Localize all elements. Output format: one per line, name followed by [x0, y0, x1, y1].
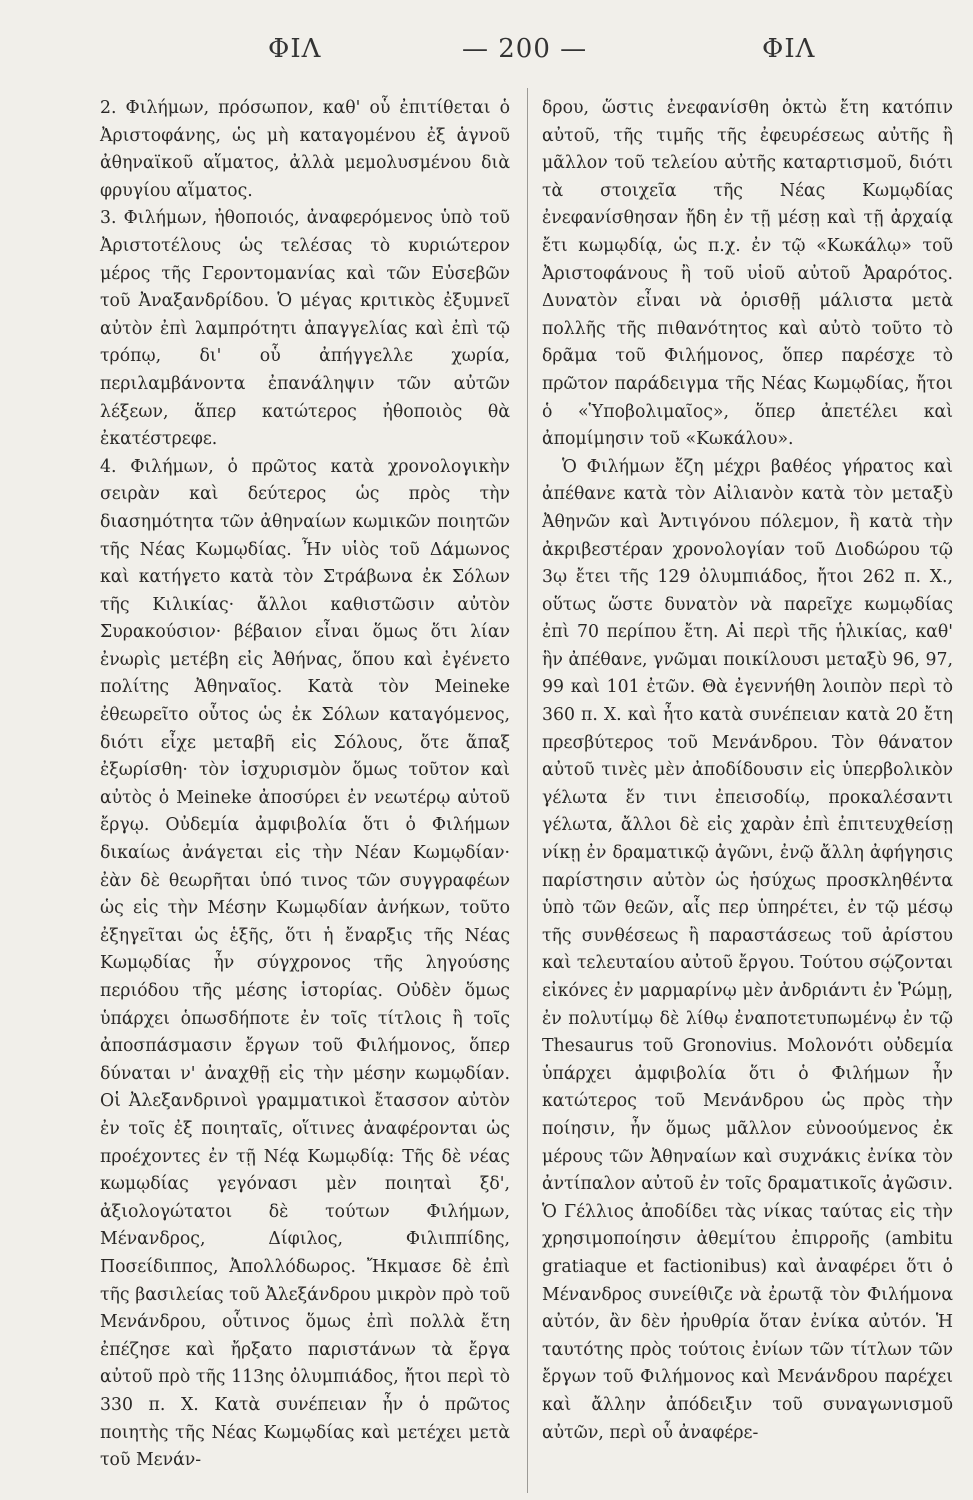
paragraph: δρου, ὥστις ἐνεφανίσθη ὀκτὼ ἔτη κατόπιν αὐτοῦ, τῆς τιμῆς τῆς ἐφευρέσεως αὐτῆς ἢ μᾶλλον τοῦ τελείου αὐτῆς καταρτισμοῦ, διότι τὰ στοιχεῖα τῆς Νέας Κωμῳδίας ἐνεφανίσθησαν ἤδη ἐν τῇ μέσῃ καὶ τῇ ἀρχαίᾳ ἔτι κωμῳδίᾳ, ὡς π.χ. ἐν τῷ «Κωκάλῳ» τοῦ Ἀριστοφάνους ἢ τοῦ υἱοῦ αὐτοῦ Ἀραρότος. Δυνατὸν εἶναι νὰ ὁρισθῇ μάλιστα μετὰ πολλῆς τῆς πιθανότητος καὶ αὐτὸ τοῦτο τὸ δρᾶμα τοῦ Φιλήμονος, ὅπερ παρέσχε τὸ πρῶτον παράδειγμα τῆς Νέας Κωμῳδίας, ἤτοι ὁ «Ὑποβολιμαῖος», ὅπερ ἀπετέλει καὶ ἀπομίμησιν τοῦ «Κωκάλου».: [542, 98, 953, 450]
column-divider: [527, 88, 528, 1493]
paragraph: 2. Φιλήμων, πρόσωπον, καθ' οὗ ἐπιτίθεται ὁ Ἀριστοφάνης, ὡς μὴ καταγομένου ἐξ ἁγνοῦ ἀθηναϊκοῦ αἵματος, ἀλλὰ μεμολυσμένου διὰ φρυγίου αἵματος.: [100, 98, 510, 201]
paragraph: 4. Φιλήμων, ὁ πρῶτος κατὰ χρονολογικὴν σειρὰν καὶ δεύτερος ὡς πρὸς τὴν διασημότητα τῶν ἀθηναίων κωμικῶν ποιητῶν τῆς Νέας Κωμῳδίας. Ἦν υἱὸς τοῦ Δάμωνος καὶ κατήγετο κατὰ τὸν Στράβωνα ἐκ Σόλων τῆς Κιλικίας· ἄλλοι καθιστῶσιν αὐτὸν Συρακούσιον· βέβαιον εἶναι ὅμως ὅτι λίαν ἐνωρὶς μετέβη εἰς Ἀθήνας, ὅπου καὶ ἐγένετο πολίτης Ἀθηναῖος. Κατὰ τὸν Meineke ἐθεωρεῖτο οὗτος ὡς ἐκ Σόλων καταγόμενος, διότι εἶχε μεταβῆ εἰς Σόλους, ὅτε ἅπαξ ἐξωρίσθη· τὸν ἰσχυρισμὸν ὅμως τοῦτον καὶ αὐτὸς ὁ Meineke ἀποσύρει ἐν νεωτέρῳ αὐτοῦ ἔργῳ. Οὐδεμία ἀμφιβολία ὅτι ὁ Φιλήμων δικαίως ἀνάγεται εἰς τὴν Νέαν Κωμῳδίαν· ἐὰν δὲ θεωρῆται ὑπό τινος τῶν συγγραφέων ὡς εἰς τὴν Μέσην Κωμῳδίαν ἀνήκων, τοῦτο ἐξηγεῖται ὡς ἑξῆς, ὅτι ἡ ἔναρξις τῆς Νέας Κωμῳδίας ἦν σύγχρονος τῆς ληγούσης περιόδου τῆς μέσης ἱστορίας. Οὐδὲν ὅμως ὑπάρχει ὁπωσδήποτε ἐν τοῖς τίτλοις ἢ τοῖς ἀποσπάσμασιν ἔργων τοῦ Φιλήμονος, ὅπερ δύναται ν' ἀναχθῇ εἰς τὴν μέσην κωμῳδίαν. Οἱ Ἀλεξανδρινοὶ γραμματικοὶ ἔτασσον αὐτὸν ἐν τοῖς ἐξ ποιηταῖς, οἵτινες ἀναφέρονται ὡς προέχοντες ἐν τῇ Νέᾳ Κωμῳδίᾳ: Τῆς δὲ νέας κωμῳδίας γεγόνασι μὲν ποιηταὶ ξδ', ἀξιολογώτατοι δὲ τούτων Φιλήμων, Μένανδρος, Δίφιλος, Φιλιππίδης, Ποσείδιππος, Ἀπολλόδωρος. Ἤκμασε δὲ ἐπὶ τῆς βασιλείας τοῦ Ἀλεξάνδρου μικρὸν πρὸ τοῦ Μενάνδρου, οὗτινος ὅμως ἐπὶ πολλὰ ἔτη ἐπέζησε καὶ ἤρξατο παριστάνων τὰ ἔργα αὐτοῦ πρὸ τῆς 113ης ὀλυμπιάδος, ἤτοι περὶ τὸ 330 π. Χ. Κατὰ συνέπειαν ἦν ὁ πρῶτος ποιητὴς τῆς Νέας Κωμῳδίας καὶ μετέχει μετὰ τοῦ Μενάν-: [100, 456, 510, 1471]
left-column: [100, 95, 510, 1475]
header-right: ΦΙΛ: [762, 34, 816, 64]
header-left: ΦΙΛ: [268, 34, 322, 64]
right-column: [542, 95, 953, 1447]
paragraph: 3. Φιλήμων, ἠθοποιός, ἀναφερόμενος ὑπὸ τοῦ Ἀριστοτέλους ὡς τελέσας τὸ κυριώτερον μέρος τῆς Γεροντομανίας καὶ τῶν Εὐσεβῶν τοῦ Ἀναξανδρίδου. Ὁ μέγας κριτικὸς ἐξυμνεῖ αὐτὸν ἐπὶ λαμπρότητι ἀπαγγελίας καὶ ἐπὶ τῷ τρόπῳ, δι' οὗ ἀπήγγελλε χωρία, περιλαμβάνοντα ἐπανάληψιν τῶν αὐτῶν λέξεων, ἅπερ κατώτερος ἠθοποιὸς θὰ ἐκατέστρεφε.: [100, 208, 510, 450]
page-number: — 200 —: [462, 34, 588, 64]
paragraph: Ὁ Φιλήμων ἔζη μέχρι βαθέος γήρατος καὶ ἀπέθανε κατὰ τὸν Αἰλιανὸν κατὰ τὸν μεταξὺ Ἀθηνῶν καὶ Ἀντιγόνου πόλεμον, ἢ κατὰ τὴν ἀκριβεστέραν χρονολογίαν τοῦ Διοδώρου τῷ 3ῳ ἔτει τῆς 129 ὀλυμπιάδος, ἤτοι 262 π. Χ., οὕτως ὥστε δυνατὸν νὰ παρεῖχε κωμῳδίας ἐπὶ 70 περίπου ἔτη. Αἱ περὶ τῆς ἡλικίας, καθ' ἣν ἀπέθανε, γνῶμαι ποικίλουσι μεταξὺ 96, 97, 99 καὶ 101 ἐτῶν. Θὰ ἐγεννήθη λοιπὸν περὶ τὸ 360 π. Χ. καὶ ἦτο κατὰ συνέπειαν κατὰ 20 ἔτη πρεσβύτερος τοῦ Μενάνδρου. Τὸν θάνατον αὐτοῦ τινὲς μὲν ἀποδίδουσιν εἰς ὑπερβολικὸν γέλωτα ἔν τινι ἐπεισοδίῳ, προκαλέσαντι γέλωτα, ἄλλοι δὲ εἰς χαρὰν ἐπὶ ἐπιτευχθείσῃ νίκῃ ἐν δραματικῷ ἀγῶνι, ἐνῷ ἄλλη ἀφήγησις παρίστησιν αὐτὸν ὡς ἡσύχως προσκληθέντα ὑπὸ τῶν θεῶν, αἷς περ ὑπηρέτει, ἐν τῷ μέσῳ τῆς συνθέσεως ἢ παραστάσεως τοῦ ἀρίστου καὶ τελευταίου αὐτοῦ ἔργου. Τούτου σῴζονται εἰκόνες ἐν μαρμαρίνῳ μὲν ἀνδριάντι ἐν Ῥώμῃ, ἐν πολυτίμῳ δὲ λίθῳ ἐναποτετυπωμένῳ ἐν τῷ Thesaurus τοῦ Gronovius. Μολονότι οὐδεμία ὑπάρχει ἀμφιβολία ὅτι ὁ Φιλήμων ἦν κατώτερος τοῦ Μενάνδρου ὡς πρὸς τὴν ποίησιν, ἦν ὅμως μᾶλλον εὐνοούμενος ἐκ μέρους τῶν Ἀθηναίων καὶ συχνάκις ἐνίκα τὸν ἀντίπαλον αὐτοῦ ἐν τοῖς δραματικοῖς ἀγῶσιν. Ὁ Γέλλιος ἀποδίδει τὰς νίκας ταύτας εἰς τὴν χρησιμοποίησιν ἀθεμίτου ἐπιρροῆς (ambitu gratiaque et factionibus) καὶ ἀναφέρει ὅτι ὁ Μένανδρος συνείθιζε νὰ ἐρωτᾷ τὸν Φιλήμονα αὐτόν, ἂν δὲν ἠρυθρία ὅταν ἐνίκα αὐτόν. Ἡ ταυτότης πρὸς τούτοις ἐνίων τῶν τίτλων τῶν ἔργων τοῦ Φιλήμονος καὶ Μενάνδρου παρέχει καὶ ἄλλην ἀπόδειξιν τοῦ συναγωνισμοῦ αὐτῶν, περὶ οὗ ἀναφέρε-: [542, 456, 953, 1443]
